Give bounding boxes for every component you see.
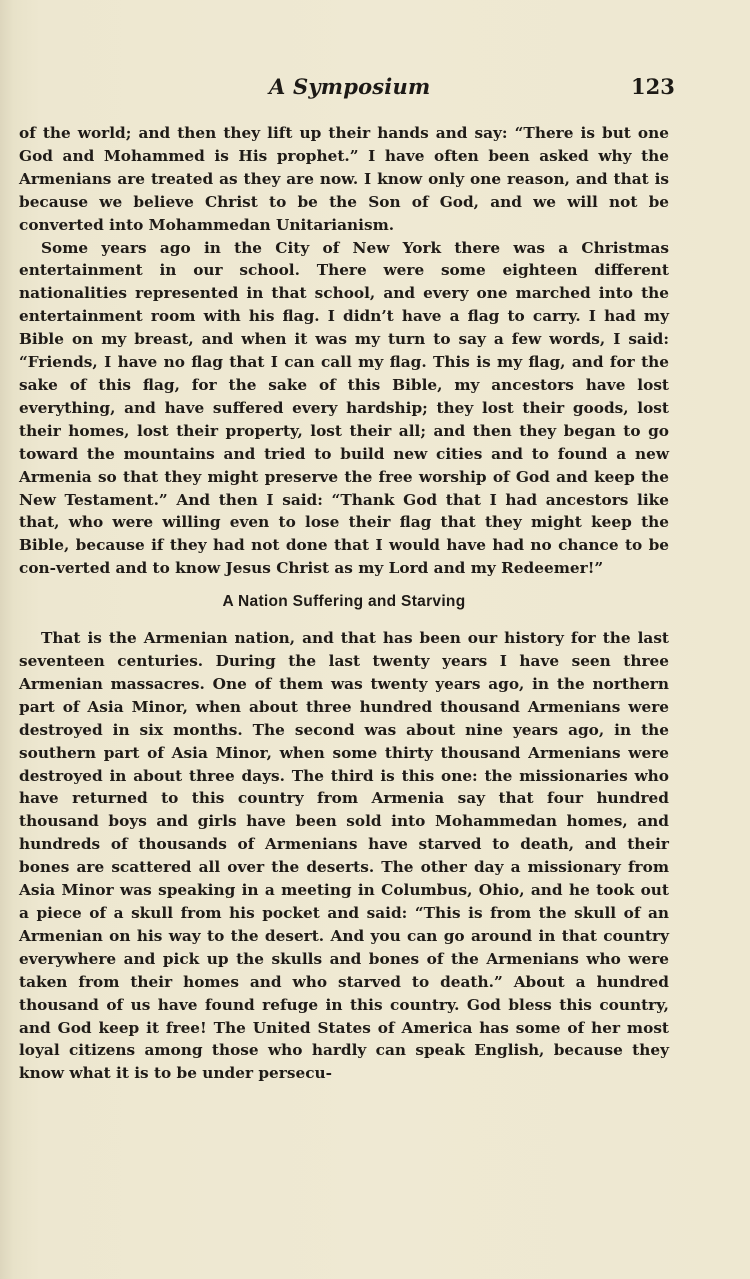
paragraph-1: of the world; and then they lift up their hands and say: “There is but one God and Mohammed is His prophet.” I have often been asked why the Armenians are treated as they are now. I know only one reason, and that is because we believe Christ to be the Son of God, and we will not be converted into Mohammedan Unitarianism. — [19, 124, 669, 234]
page-header — [0, 72, 750, 108]
page-number: 123 — [631, 74, 675, 99]
section-heading: A Nation Suffering and Starving — [222, 593, 466, 611]
paragraph-2: Some years ago in the City of New York there was a Christmas entertainment in our school. There were some eighteen different nationalities represented in that school, and every one marched into the entertainment room with his flag. I didn’t have a flag to carry. I had my Bible on my breast, and when it was my turn to say a few words, I said: “Friends, I have no flag that I can call my flag. This is my flag, and for the sake of this flag, for the sake of this Bible, my ancestors have lost everything, and have suffered every hardship; they lost their goods, lost their homes, lost their property, lost their all; and then they began to go toward the mountains and tried to build new cities and to found a new Armenia so that they might preserve the free worship of God and keep the New Testament.” And then I said: “Thank God that I had ancestors like that, who were willing even to lose their flag that they might keep the Bible, because if they had not done that I would have had no chance to be con-verted and to know Jesus Christ as my Lord and my Redeemer!” — [19, 238, 669, 578]
body-text — [19, 122, 669, 1085]
running-title: A Symposium — [269, 74, 431, 99]
paragraph-3: That is the Armenian nation, and that has been our history for the last seventeen centuries. During the last twenty years I have seen three Armenian massacres. One of them was twenty years ago, in the northern part of Asia Minor, when about three hundred thousand Armenians were destroyed in six months. The second was about nine years ago, in the southern part of Asia Minor, when some thirty thousand Armenians were destroyed in about three days. The third is this one: the missionaries who have returned to this country from Armenia say that four hundred thousand boys and girls have been sold into Mohammedan homes, and hundreds of thousands of Armenians have starved to death, and their bones are scattered all over the deserts. The other day a missionary from Asia Minor was speaking in a meeting in Columbus, Ohio, and he took out a piece of a skull from his pocket and said: “This is from the skull of an Armenian on his way to the desert. And you can go around in that country everywhere and pick up the skulls and bones of the Armenians who were taken from their homes and who starved to death.” About a hundred thousand of us have found refuge in this country. God bless this country, and God keep it free! The United States of America has some of her most loyal citizens among those who hardly can speak English, because they know what it is to be under persecu- — [19, 629, 669, 1083]
